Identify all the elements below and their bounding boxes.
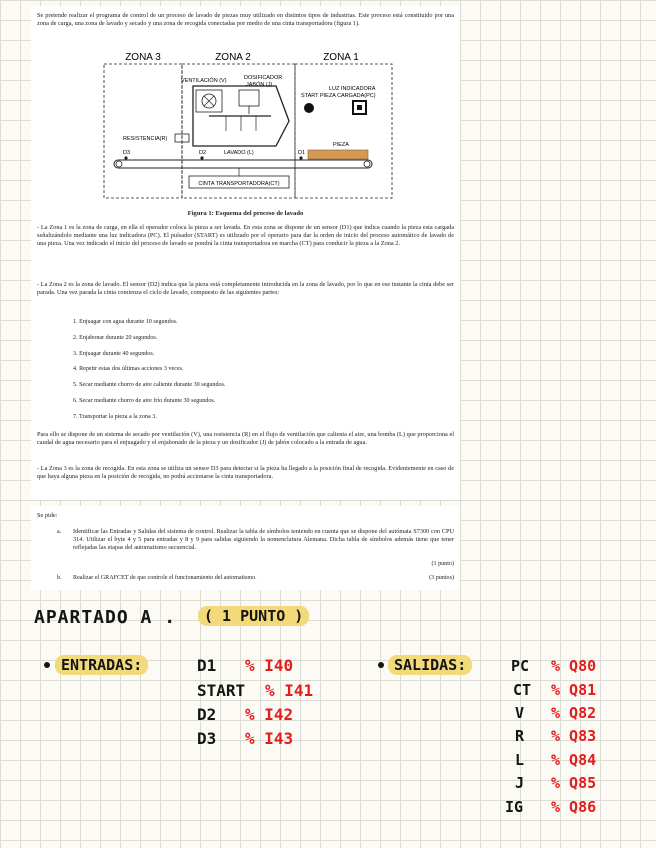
d1-sensor-icon: [299, 156, 302, 159]
zona3-paragraph: - La Zona 3 es la zona de recogida. En esta zona se utiliza un sensor D3 para detectar si la pieza ha llegado a la posición final de recogida. Evidentemente en caso de que haya alguna pieza en la posición de recogida, no podrá accionarse la cinta transportadora.: [37, 465, 454, 480]
salida-addr: % Q84: [551, 751, 597, 769]
problem-statement-sheet: [31, 6, 460, 500]
zone2-box: [182, 64, 295, 198]
entrada-name: D1: [197, 656, 217, 675]
secado-paragraph: Para ello se dispone de un sistema de secado por ventilación (V), una resistencia (R) en el flujo de ventilación que calienta el aire, una bomba (L) que proporciona el caudal de agua necesario para el enjuagado y el enjabonado de la pieza y un dosificador (J) de jabón colocado a la entrada de agua.: [37, 431, 454, 446]
salida-addr: % Q82: [551, 704, 597, 722]
salida-name: J: [515, 774, 525, 792]
entrada-name: START: [197, 681, 246, 700]
se-pide-label: Se pide:: [37, 512, 58, 519]
soap-dispenser: [239, 90, 259, 106]
salida-name: L: [515, 751, 525, 769]
list-item: 4. Repetir estas dos últimas acciones 3 veces.: [73, 366, 184, 372]
task-b-points: (3 puntos): [429, 575, 454, 581]
d2-label: D2: [199, 150, 207, 156]
d2-sensor-icon: [200, 156, 203, 159]
entrada-name: D3: [197, 729, 217, 748]
dosificador-label: DOSIFICADOR: [244, 75, 283, 81]
task-a-text: Identificar las Entradas y Salidas del sistema de control. Realizar la tabla de símbolos teniendo en cuenta que se dispone del autómata S7300 con CPU 314. Utilizar el byte 4 y 5 para entradas y 8 y 9 para salidas siguiendo la nomenclatura Alemana. Dicha tabla de símbolos además tiene que tener reflejadas las etapas del automatismo secuencial.: [73, 528, 454, 551]
salida-name: CT: [513, 681, 532, 699]
notes-title: APARTADO A .: [34, 607, 177, 628]
list-item: 3. Enjuagar durante 40 segundos.: [73, 351, 155, 357]
zone1-box: [295, 64, 392, 198]
pieza-label: PIEZA: [333, 142, 349, 148]
salida-addr: % Q80: [551, 657, 597, 675]
salida-name: PC: [511, 657, 530, 675]
intro-paragraph: Se pretende realizar el programa de control de un proceso de lavado de piezas muy utilizado en distintos tipos de industrias. Este proceso está constituido por una zona de carga, una zona de lavado y secado y una zona de recogida conectadas por medio de una cinta transportadora (figura 1).: [37, 12, 454, 27]
list-item: 5. Secar mediante chorro de aire caliente durante 30 segundos.: [73, 382, 226, 388]
piece: [308, 150, 368, 159]
task-b-text: Realizar el GRAFCET de que controle el funcionamiento del automatismo.: [73, 575, 257, 581]
bullet-icon: [378, 662, 384, 668]
salida-name: R: [515, 727, 525, 745]
list-item: 1. Enjuagar con agua durante 10 segundos.: [73, 319, 178, 325]
entrada-addr: % I43: [245, 729, 294, 748]
bullet-icon: [44, 662, 50, 668]
task-sheet: [31, 506, 460, 590]
zona1-paragraph: - La Zona 1 es la zona de carga, en ella el operador coloca la pieza a ser lavada. En esta zona se dispone de un sensor (D1) que indica cuando la pieza esta cargada señalizándolo mediante una luz indicadora (PC). El pulsador (START) es utilizado por el operario para dar la orden de inicio del proceso automático de lavado de una pieza. Una vez indicado el inicio del proceso de lavado se pondrá la cinta transportadora en marcha (CT) para conducir la pieza a la Zona 2.: [37, 224, 454, 247]
zone3-title: ZONA 3: [125, 52, 161, 63]
salida-addr: % Q83: [551, 727, 597, 745]
salida-addr: % Q85: [551, 774, 597, 792]
d3-label: D3: [123, 150, 131, 156]
figure-caption: Figura 1: Esquema del proceso de lavado: [187, 210, 304, 217]
entrada-name: D2: [197, 705, 217, 724]
entrada-addr: % I42: [245, 705, 294, 724]
d3-sensor-icon: [124, 156, 127, 159]
jabon-label: JABÓN (J): [246, 82, 273, 88]
zone2-title: ZONA 2: [215, 52, 251, 63]
start-button-icon: [304, 103, 314, 113]
lavado-label: LAVADO (L): [224, 150, 254, 156]
salidas-label: SALIDAS:: [388, 655, 472, 675]
start-pieza-label: START PIEZA CARGADA(PC): [301, 93, 376, 99]
entrada-addr: % I41: [265, 681, 314, 700]
zone3-box: [104, 64, 182, 198]
zone1-title: ZONA 1: [323, 52, 359, 63]
task-a-letter: a.: [57, 529, 62, 535]
task-b-letter: b.: [57, 575, 62, 581]
cinta-label: CINTA TRANSPORTADORA(CT): [198, 181, 280, 187]
salida-name: IG: [505, 798, 524, 816]
salida-addr: % Q81: [551, 681, 597, 699]
d1-label: D1: [298, 150, 306, 156]
ventilacion-label: VENTILACIÓN (V): [181, 78, 227, 84]
notes-title-badge: ( 1 PUNTO ): [198, 606, 309, 626]
conveyor-belt: [114, 160, 372, 168]
salida-addr: % Q86: [551, 798, 597, 816]
zona2-paragraph: - La Zona 2 es la zona de lavado. El sensor (D2) indica que la pieza está completamente introducida en la zona de lavado, por lo que en ese instante la cinta debe ser parada. Una vez parada la cinta comienza el ciclo de lavado, compuesto de las siguientes partes:: [37, 281, 454, 296]
entradas-label: ENTRADAS:: [55, 655, 148, 675]
list-item: 7. Transportar la pieza a la zona 3.: [73, 414, 157, 420]
entrada-addr: % I40: [245, 656, 294, 675]
list-item: 2. Enjabonar durante 20 segundos.: [73, 335, 158, 341]
list-item: 6. Secar mediante chorro de aire frío durante 30 segundos.: [73, 398, 216, 404]
luz-label: LUZ INDICADORA: [329, 86, 376, 92]
task-a-points: (1 punto): [431, 561, 454, 567]
resistencia-label: RESISTENCIA(R): [123, 136, 168, 142]
salida-name: V: [515, 704, 525, 722]
